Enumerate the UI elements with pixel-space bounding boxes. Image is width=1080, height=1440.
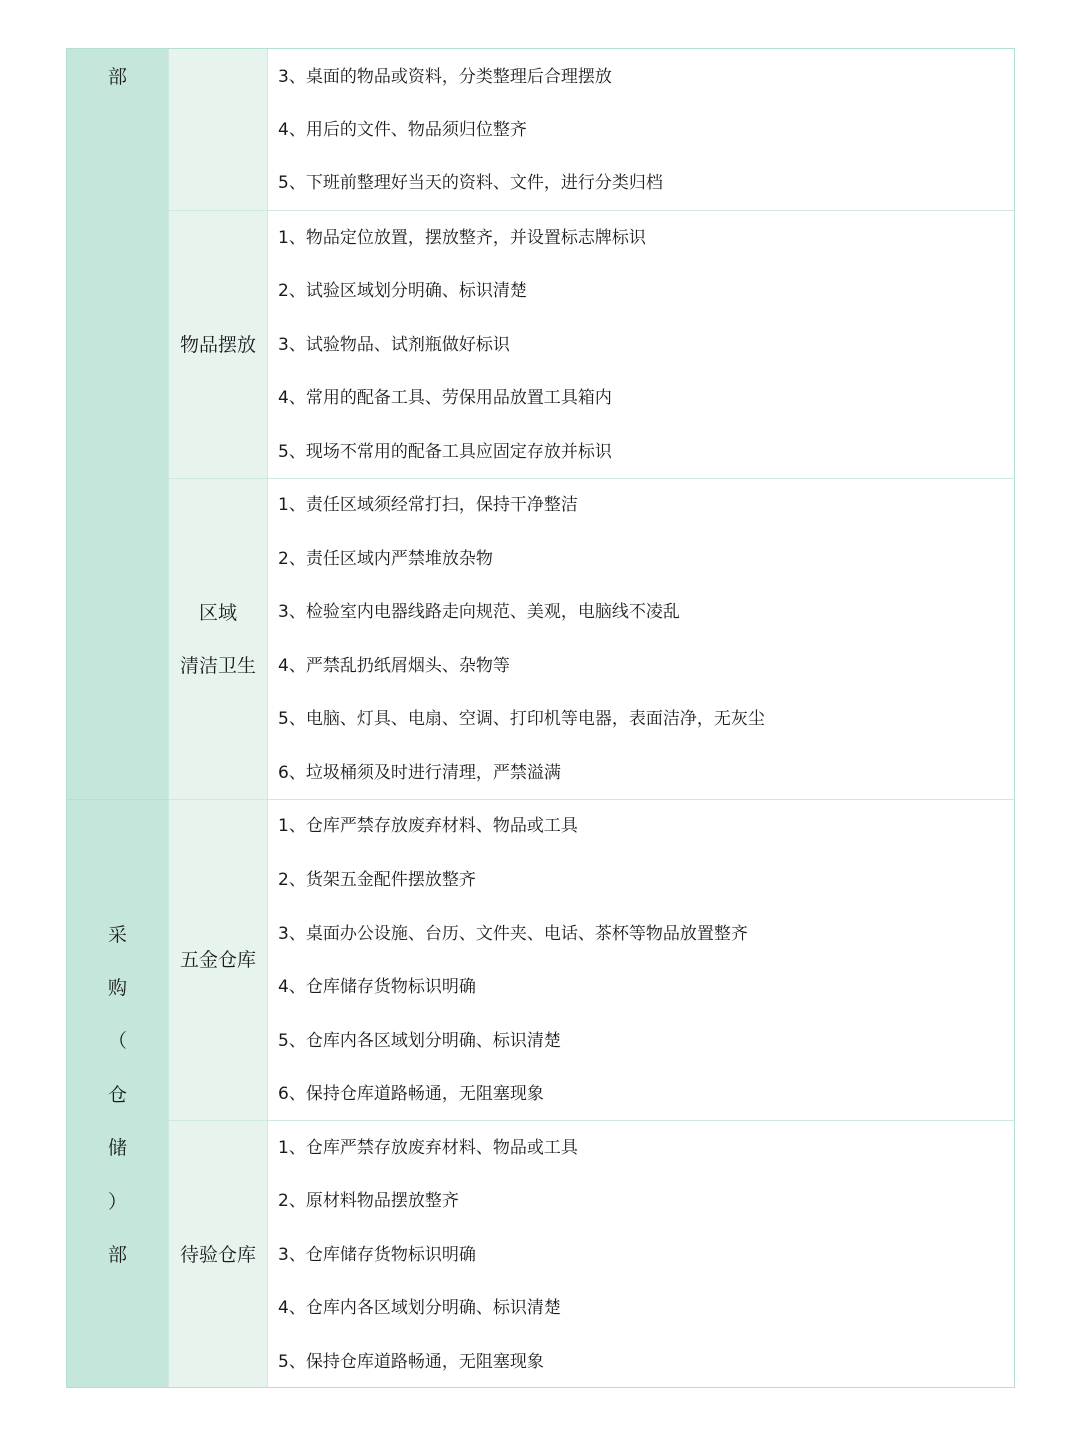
standards-table — [66, 48, 1015, 1388]
standard-item: 5、下班前整理好当天的资料、文件，进行分类归档 — [278, 173, 663, 193]
standard-item: 6、保持仓库道路畅通，无阻塞现象 — [278, 1084, 544, 1104]
standard-item: 5、仓库内各区域划分明确、标识清楚 — [278, 1031, 561, 1051]
department-label-char: 部 — [107, 66, 127, 88]
standard-item: 3、试验物品、试剂瓶做好标识 — [278, 335, 510, 355]
standard-item: 1、责任区域须经常打扫，保持干净整洁 — [278, 495, 578, 515]
standard-item: 5、电脑、灯具、电扇、空调、打印机等电器，表面洁净，无灰尘 — [278, 709, 765, 729]
standard-item: 1、仓库严禁存放废弃材料、物品或工具 — [278, 1138, 578, 1158]
category-label: 区域 — [198, 602, 237, 624]
department-label-char: 仓 — [107, 1084, 127, 1106]
standard-item: 4、仓库内各区域划分明确、标识清楚 — [278, 1298, 561, 1318]
department-label-char: （ — [107, 1030, 127, 1052]
section-divider — [168, 210, 1014, 211]
standard-item: 1、物品定位放置，摆放整齐，并设置标志牌标识 — [278, 228, 646, 248]
category-label: 物品摆放 — [179, 334, 256, 356]
standard-item: 2、责任区域内严禁堆放杂物 — [278, 549, 493, 569]
section-divider — [168, 799, 1014, 800]
standard-item: 2、原材料物品摆放整齐 — [278, 1191, 459, 1211]
standard-item: 4、仓库储存货物标识明确 — [278, 977, 476, 997]
standard-item: 5、保持仓库道路畅通，无阻塞现象 — [278, 1352, 544, 1372]
standard-item: 5、现场不常用的配备工具应固定存放并标识 — [278, 442, 612, 462]
standard-item: 2、货架五金配件摆放整齐 — [278, 870, 476, 890]
department-label-char: 采 — [107, 924, 127, 946]
standard-item: 6、垃圾桶须及时进行清理，严禁溢满 — [278, 763, 561, 783]
category-label: 清洁卫生 — [179, 655, 256, 677]
section-divider — [168, 478, 1014, 479]
department-column — [67, 49, 168, 1387]
section-divider — [168, 1120, 1014, 1121]
department-divider — [67, 799, 168, 800]
department-label-char: 储 — [107, 1137, 127, 1159]
standard-item: 1、仓库严禁存放废弃材料、物品或工具 — [278, 816, 578, 836]
standard-item: 3、检验室内电器线路走向规范、美观，电脑线不凌乱 — [278, 602, 680, 622]
standard-item: 4、用后的文件、物品须归位整齐 — [278, 120, 527, 140]
category-label: 五金仓库 — [179, 949, 256, 971]
standard-item: 3、仓库储存货物标识明确 — [278, 1245, 476, 1265]
standard-item: 3、桌面办公设施、台历、文件夹、电话、茶杯等物品放置整齐 — [278, 924, 748, 944]
department-label-char: ） — [107, 1191, 127, 1213]
standard-item: 3、桌面的物品或资料，分类整理后合理摆放 — [278, 67, 612, 87]
department-label-char: 购 — [107, 977, 127, 999]
standard-item: 4、常用的配备工具、劳保用品放置工具箱内 — [278, 388, 612, 408]
standard-item: 4、严禁乱扔纸屑烟头、杂物等 — [278, 656, 510, 676]
standard-item: 2、试验区域划分明确、标识清楚 — [278, 281, 527, 301]
category-label: 待验仓库 — [179, 1244, 256, 1266]
department-label-char: 部 — [107, 1244, 127, 1266]
category-column — [168, 49, 268, 1387]
